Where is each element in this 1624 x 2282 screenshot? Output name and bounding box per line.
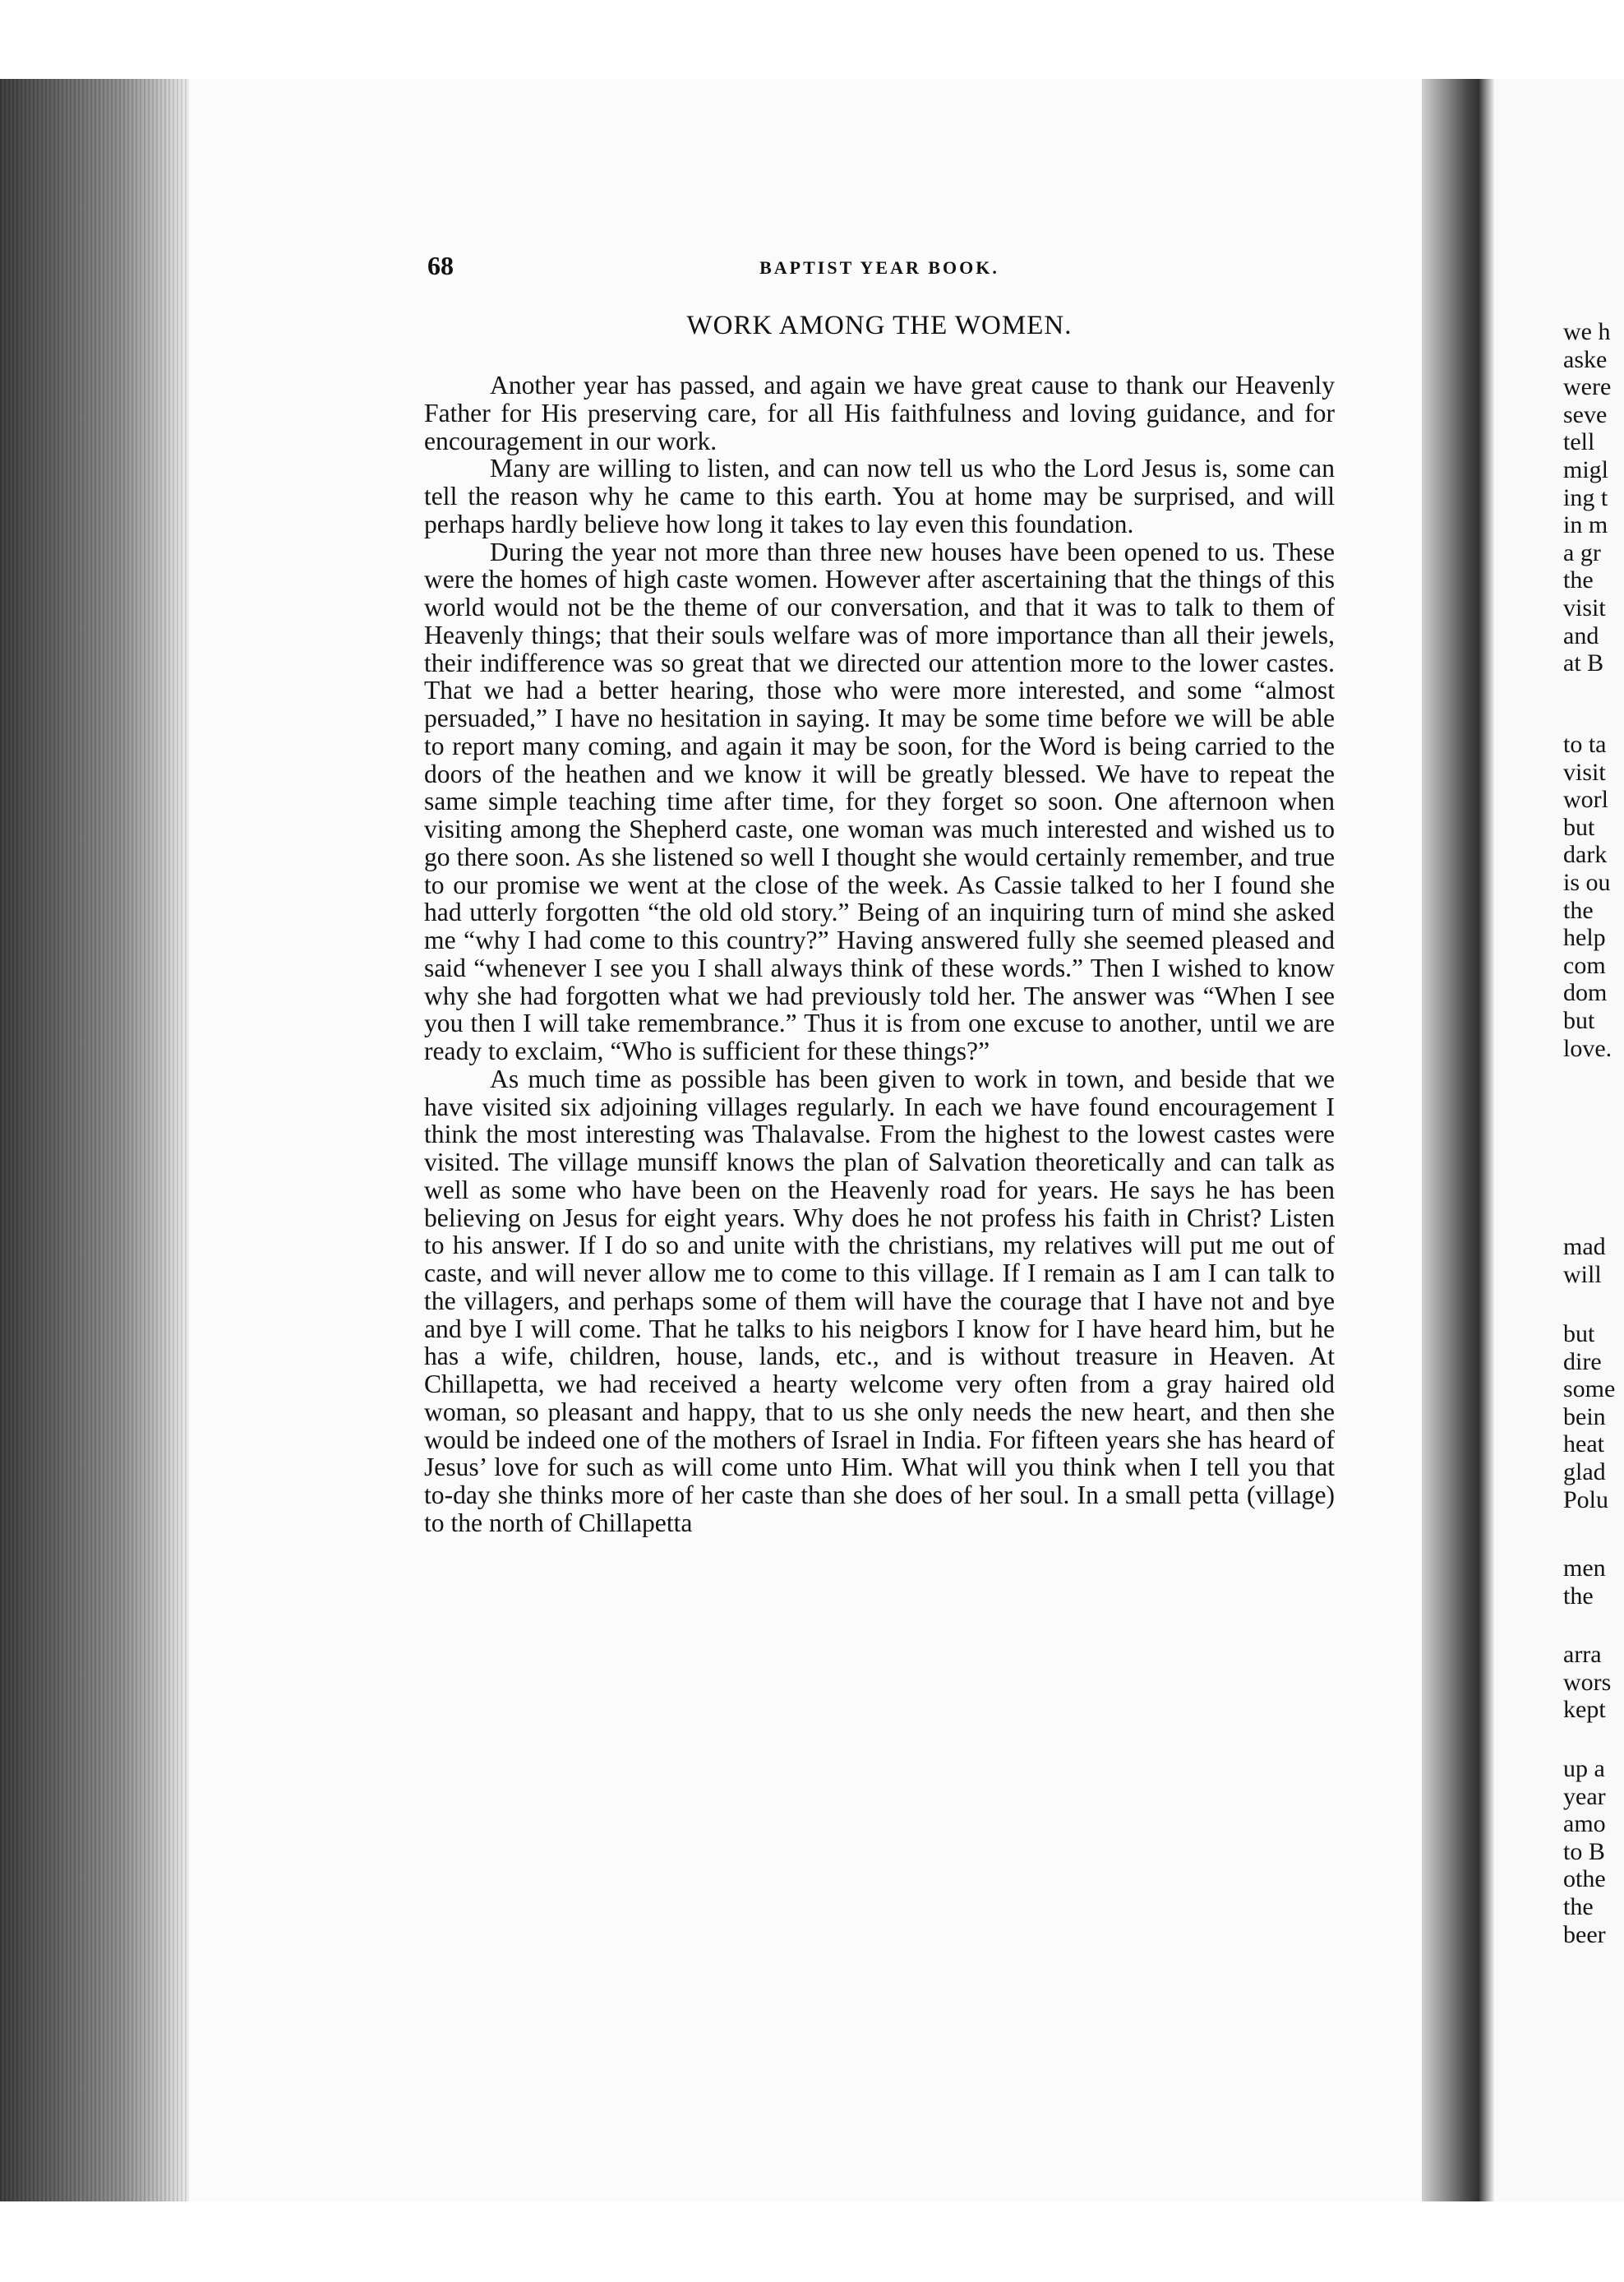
next-page-line: is ou: [1563, 868, 1611, 896]
next-page-line: the: [1563, 1582, 1594, 1610]
next-page-line: love.: [1563, 1034, 1612, 1062]
next-page-fragment-block: [1563, 1554, 1624, 1610]
next-page-line: kept: [1563, 1696, 1606, 1724]
next-page-line: and: [1563, 621, 1599, 649]
next-page-line: visit: [1563, 758, 1606, 786]
next-page-line: tell: [1563, 428, 1595, 456]
next-page-line: the: [1563, 896, 1594, 924]
book-page-edges: [0, 79, 189, 2201]
paragraph: During the year not more than three new houses have been opened to us. These were the homes of high caste women. However after ascertaining that the things of this world would not be the theme of our conversation, and that it was to talk to them of Heavenly things; that their souls welfare was of more importance than all their jewels, their indifference was so great that we directed our attention more to the lower castes. That we had a better hearing, those who were more interested, and some “almost persuaded,” I have no hesitation in saying. It may be some time before we will be able to report many coming, and again it may be soon, for the Word is being carried to the doors of the heathen and we know it will be greatly blessed. We have to repeat the same simple teaching time after time, for they forget so soon. One afternoon when visiting among the Shepherd caste, one woman was much interested and wished us to go there soon. As she listened so well I thought she would certainly remember, and true to our promise we went at the close of the week. As Cassie talked to her I found she had utterly forgotten “the old old story.” Being of an inquiring turn of mind she asked me “why I had come to this country?” Having answered fully she seemed pleased and said “whenever I see you I shall always think of these words.” Then I wished to know why she had forgotten what we had previously told her. The answer was “When I see you then I will take remembrance.” Thus it is from one excuse to another, until we are ready to exclaim, “Who is sufficient for these things?”: [424, 537, 1335, 1065]
next-page-fragment-block: [1563, 318, 1624, 677]
next-page-line: Polu: [1563, 1485, 1609, 1513]
next-page-line: visit: [1563, 594, 1606, 621]
next-page-line: we h: [1563, 318, 1611, 345]
running-title: BAPTIST YEAR BOOK.: [759, 257, 999, 278]
next-page-line: will: [1563, 1260, 1602, 1288]
next-page-line: wors: [1563, 1668, 1612, 1696]
next-page-line: the: [1563, 1892, 1594, 1920]
next-page-line: bein: [1563, 1402, 1606, 1430]
next-page-line: dom: [1563, 979, 1608, 1007]
scan-bottom-margin: [0, 2201, 1624, 2282]
paragraph: Another year has passed, and again we have great cause to thank our Heavenly Father for His preserving care, for all His faithfulness and loving guidance, and for encouragement in our work.: [424, 371, 1335, 455]
next-page-line: seve: [1563, 400, 1608, 428]
page-number: 68: [427, 251, 454, 280]
next-page-line: othe: [1563, 1865, 1606, 1893]
next-page-fragment-block: [1563, 1233, 1624, 1288]
body-text: [424, 372, 1335, 1537]
next-page-line: to B: [1563, 1837, 1605, 1865]
next-page-line: men: [1563, 1554, 1606, 1582]
next-page-line: at B: [1563, 649, 1604, 677]
next-page-line: heat: [1563, 1430, 1604, 1458]
next-page-line: dark: [1563, 841, 1608, 869]
next-page-line: were: [1563, 373, 1612, 401]
next-page-fragment-block: [1563, 1320, 1624, 1513]
book-gutter: [1422, 79, 1479, 2201]
next-page-line: to ta: [1563, 731, 1607, 758]
next-page-line: help: [1563, 924, 1606, 952]
next-page-line: mad: [1563, 1233, 1606, 1260]
next-page-line: glad: [1563, 1457, 1606, 1485]
next-page-line: a gr: [1563, 538, 1601, 566]
paragraph: Many are willing to listen, and can now tell us who the Lord Jesus is, some can tell the reason why he came to this earth. You at home may be surprised, and will perhaps hardly believe how long it takes to lay even this foundation.: [424, 454, 1335, 538]
next-page-line: arra: [1563, 1641, 1602, 1668]
next-page-line: aske: [1563, 345, 1608, 373]
next-page-line: beer: [1563, 1920, 1606, 1948]
next-page-fragment-block: [1563, 1641, 1624, 1724]
next-page-line: but: [1563, 1006, 1595, 1034]
next-page-line: worl: [1563, 786, 1608, 814]
next-page-line: but: [1563, 1320, 1595, 1347]
next-page-line: but: [1563, 813, 1595, 841]
next-page-fragment-block: [1563, 1755, 1624, 1948]
next-page-line: com: [1563, 951, 1606, 979]
scan-top-margin: [0, 0, 1624, 79]
next-page-line: dire: [1563, 1347, 1602, 1375]
next-page-line: amo: [1563, 1810, 1606, 1838]
next-page-line: migl: [1563, 455, 1609, 483]
next-page-line: year: [1563, 1782, 1606, 1810]
section-heading: WORK AMONG THE WOMEN.: [686, 311, 1073, 340]
next-page-line: the: [1563, 566, 1594, 594]
next-page-fragment-block: [1563, 731, 1624, 1062]
next-page-line: ing t: [1563, 483, 1608, 511]
next-page-line: up a: [1563, 1755, 1605, 1782]
next-page-line: in m: [1563, 511, 1608, 539]
paragraph: As much time as possible has been given to work in town, and beside that we have visited six adjoining villages regularly. In each we have found encouragement I think the most interesting was Thalavalse. From the highest to the lowest castes were visited. The village munsiff knows the plan of Salvation theoretically and can talk as well as some who have been on the Heavenly road for years. He says he has been believing on Jesus for eight years. Why does he not profess his faith in Christ? Listen to his answer. If I do so and unite with the christians, my relatives will put me out of caste, and will never allow me to come to this village. If I remain as I am I can talk to the villagers, and perhaps some of them will have the courage that I have not and bye and bye I will come. That he talks to his neigbors I know for I have heard him, but he has a wife, children, house, lands, etc., and is without treasure in Heaven. At Chillapetta, we had received a hearty welcome very often from a gray haired old woman, so pleasant and happy, that to us she only needs the new heart, and then she would be indeed one of the mothers of Israel in India. For fifteen years she has heard of Jesus’ love for such as will come unto Him. What will you think when I tell you that to-day she thinks more of her caste than she does of her soul. In a small petta (village) to the north of Chillapetta: [424, 1064, 1335, 1537]
next-page-line: some: [1563, 1375, 1616, 1403]
running-head: [427, 251, 1331, 284]
